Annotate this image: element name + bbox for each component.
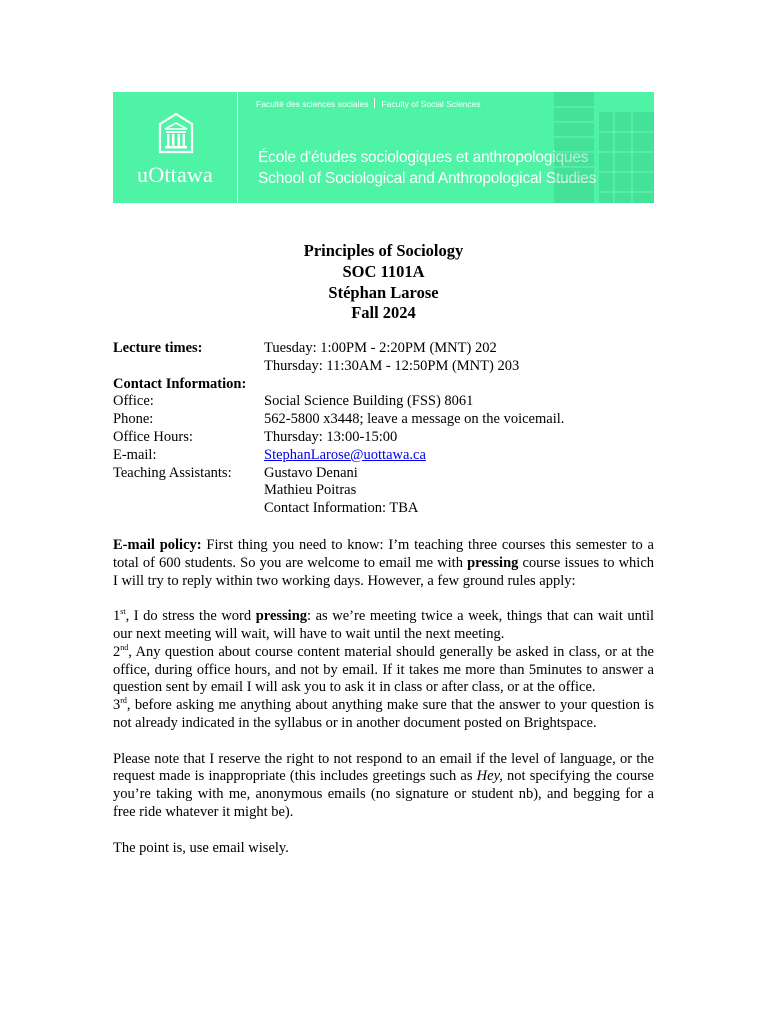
email-policy-text-1: First thing you need to know: I’m teaching three courses this semester to a total of 600 students. So you are welcome to email me with bbox=[113, 537, 654, 571]
teaching-assistant-1: Gustavo Denani bbox=[264, 464, 358, 481]
logo-block bbox=[113, 92, 238, 203]
rule-1-emphasis: pressing bbox=[255, 608, 308, 625]
rule-1-text-a: , I do stress the word bbox=[125, 608, 256, 625]
rule-1 bbox=[113, 608, 654, 644]
building-graphic bbox=[544, 92, 654, 203]
rule-2-ordinal: nd bbox=[120, 642, 129, 652]
rule-3-ordinal: rd bbox=[120, 696, 127, 706]
faculty-line bbox=[256, 98, 481, 109]
lecture-times-row bbox=[113, 340, 654, 376]
closing-line: The point is, use email wisely. bbox=[113, 839, 289, 856]
school-name-french: École d'études sociologiques et anthropologiques bbox=[258, 149, 589, 166]
rule-1-number: 1 bbox=[113, 608, 121, 625]
rule-2 bbox=[113, 644, 654, 697]
email-policy-section bbox=[113, 537, 654, 857]
rule-1-ordinal: st bbox=[120, 607, 126, 617]
contact-heading-row bbox=[113, 376, 654, 394]
rule-3-text: , before asking me anything about anything make sure that the answer to your question is not already indicated in the syllabus or in another document posted on Brightspace. bbox=[113, 697, 654, 731]
note-greeting-example: Hey, bbox=[476, 768, 503, 785]
spacer bbox=[113, 822, 654, 840]
rule-3-number: 3 bbox=[113, 697, 121, 714]
header-banner bbox=[113, 92, 654, 203]
email-policy-intro bbox=[113, 537, 654, 590]
note-text-2: not specifying the course you’re taking with me, anonymous emails (no signature or student nb), and begging for a free ride whatever it might be). bbox=[113, 768, 654, 820]
faculty-divider bbox=[374, 98, 375, 108]
phone-value: 562-5800 x3448; leave a message on the voicemail. bbox=[264, 411, 565, 428]
rule-3 bbox=[113, 697, 654, 733]
course-info bbox=[113, 340, 654, 518]
email-link[interactable]: StephanLarose@uottawa.ca bbox=[264, 446, 426, 463]
lecture-times-values bbox=[264, 340, 654, 376]
lecture-time-tuesday: Tuesday: 1:00PM - 2:20PM (MNT) 202 bbox=[264, 340, 497, 356]
spacer bbox=[113, 733, 654, 751]
school-name-english: School of Sociological and Anthropological Studies bbox=[258, 170, 597, 187]
office-value: Social Science Building (FSS) 8061 bbox=[264, 393, 474, 410]
lecture-times-label: Lecture times: bbox=[113, 340, 203, 356]
faculty-french: Faculté des sciences sociales bbox=[256, 99, 369, 109]
email-label: E-mail: bbox=[113, 446, 157, 463]
teaching-assistants-row bbox=[113, 465, 654, 518]
office-hours-value: Thursday: 13:00-15:00 bbox=[264, 428, 398, 445]
email-policy-text-2: course issues to which I will try to reply within two working days. However, a few ground rules apply: bbox=[113, 554, 655, 589]
rule-2-number: 2 bbox=[113, 643, 121, 660]
rule-2-text: , Any question about course content material should generally be asked in class, or at the office, during office hours, and not by email. If it takes me more than 5minutes to answer a question sent by email I will ask you to ask it in class or after class, or at the office. bbox=[113, 643, 654, 696]
teaching-assistants-values bbox=[264, 465, 654, 518]
rule-1-text-b: : as we’re meeting twice a week, things that can wait until our next meeting will wait, will have to wait until the next meeting. bbox=[113, 608, 654, 642]
course-code: SOC 1101A bbox=[342, 261, 425, 281]
note-text-1: Please note that I reserve the right to not respond to an email if the level of language, or the request made is inappropriate (this includes greetings such as bbox=[113, 750, 654, 785]
phone-label: Phone: bbox=[113, 411, 154, 428]
phone-row bbox=[113, 411, 654, 429]
instructor-name: Stéphan Larose bbox=[328, 282, 439, 302]
office-hours-row bbox=[113, 429, 654, 447]
faculty-english: Faculty of Social Sciences bbox=[381, 99, 481, 109]
course-name: Principles of Sociology bbox=[303, 241, 464, 260]
contact-heading: Contact Information: bbox=[113, 375, 247, 392]
uottawa-wordmark: uOttawa bbox=[137, 162, 213, 187]
email-policy-emphasis: pressing bbox=[467, 554, 519, 571]
office-label: Office: bbox=[113, 393, 154, 410]
lecture-time-thursday: Thursday: 11:30AM - 12:50PM (MNT) 203 bbox=[264, 357, 520, 374]
office-hours-label: Office Hours: bbox=[113, 428, 193, 445]
teaching-assistants-label: Teaching Assistants: bbox=[113, 464, 232, 481]
spacer bbox=[113, 590, 654, 608]
teaching-assistant-2: Mathieu Poitras bbox=[264, 482, 357, 499]
course-title-block bbox=[113, 241, 654, 324]
office-row bbox=[113, 393, 654, 411]
teaching-assistant-contact: Contact Information: TBA bbox=[264, 500, 419, 517]
email-value-cell bbox=[264, 447, 654, 465]
email-row bbox=[113, 447, 654, 465]
university-building-icon bbox=[156, 112, 196, 156]
inappropriate-email-note bbox=[113, 751, 654, 822]
email-policy-heading: E-mail policy: bbox=[113, 537, 202, 553]
term: Fall 2024 bbox=[351, 303, 416, 323]
